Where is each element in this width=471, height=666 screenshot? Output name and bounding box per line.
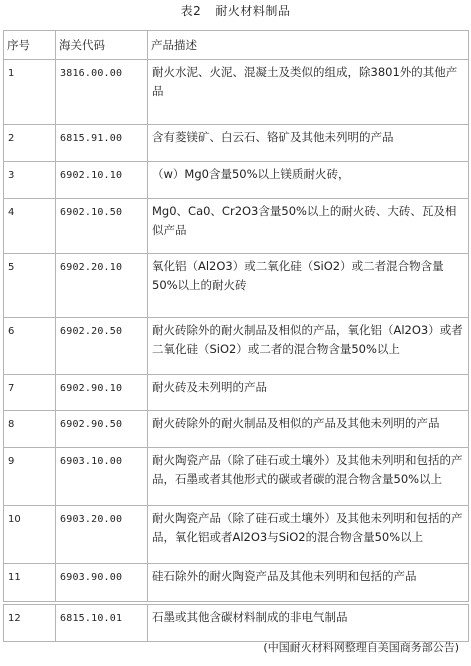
table-row bbox=[4, 375, 469, 411]
row-number: 9 bbox=[4, 448, 56, 506]
row-number: 1 bbox=[4, 60, 56, 125]
row-number: 11 bbox=[4, 564, 56, 602]
product-description: 硅石除外的耐火陶瓷产品及其他未列明和包括的产品 bbox=[148, 564, 469, 602]
header-product-description: 产品描述 bbox=[148, 31, 469, 60]
product-description: 氧化铝（Al2O3）或二氧化硅（SiO2）或二者混合物含量50%以上的耐火砖 bbox=[148, 254, 469, 318]
customs-code: 6902.20.50 bbox=[56, 318, 148, 375]
product-description: 耐火砖及未列明的产品 bbox=[148, 375, 469, 411]
product-description: Mg0、Ca0、Cr2O3含量50%以上的耐火砖、大砖、瓦及相似产品 bbox=[148, 199, 469, 254]
table-row bbox=[4, 199, 469, 254]
table-title bbox=[0, 2, 471, 20]
source-note: (中国耐火材料网整理自美国商务部公告) bbox=[263, 641, 459, 654]
row-number: 4 bbox=[4, 199, 56, 254]
table-row bbox=[4, 254, 469, 318]
product-description: 耐火砖除外的耐火制品及相似的产品及其他未列明的产品 bbox=[148, 411, 469, 448]
product-description: 石墨或其他含碳材料制成的非电气制品 bbox=[148, 605, 469, 642]
customs-code: 6902.10.10 bbox=[56, 162, 148, 199]
product-description: 含有菱镁矿、白云石、铬矿及其他未列明的产品 bbox=[148, 125, 469, 162]
table-caption: 耐火材料制品 bbox=[215, 4, 291, 18]
header-serial-number: 序号 bbox=[4, 31, 56, 60]
row-number: 7 bbox=[4, 375, 56, 411]
row-number: 10 bbox=[4, 506, 56, 564]
product-description: （w）Mg0含量50%以上镁质耐火砖， bbox=[148, 162, 469, 199]
product-description: 耐火砖除外的耐火制品及相似的产品，氧化铝（Al2O3）或者二氧化硅（SiO2）或二者的混合物含量50%以上 bbox=[148, 318, 469, 375]
customs-code: 6902.90.50 bbox=[56, 411, 148, 448]
product-description: 耐火陶瓷产品（除了硅石或土壤外）及其他未列明和包括的产品，石墨或者其他形式的碳或者碳的混合物含量50%以上 bbox=[148, 448, 469, 506]
product-table-container bbox=[3, 30, 468, 642]
table-row bbox=[4, 564, 469, 602]
table-header-row bbox=[4, 31, 469, 60]
customs-code: 6815.10.01 bbox=[56, 605, 148, 642]
table-row bbox=[4, 162, 469, 199]
row-number: 2 bbox=[4, 125, 56, 162]
product-description: 耐火水泥、火泥、混凝土及类似的组成，除3801外的其他产品 bbox=[148, 60, 469, 125]
table-number: 表2 bbox=[180, 4, 202, 18]
customs-code: 6903.90.00 bbox=[56, 564, 148, 602]
customs-code: 6902.90.10 bbox=[56, 375, 148, 411]
row-number: 5 bbox=[4, 254, 56, 318]
table-row bbox=[4, 125, 469, 162]
header-customs-code: 海关代码 bbox=[56, 31, 148, 60]
customs-code: 3816.00.00 bbox=[56, 60, 148, 125]
table-row bbox=[4, 411, 469, 448]
table-row bbox=[4, 605, 469, 642]
table-row bbox=[4, 60, 469, 125]
customs-code: 6903.20.00 bbox=[56, 506, 148, 564]
table-row bbox=[4, 506, 469, 564]
customs-code: 6903.10.00 bbox=[56, 448, 148, 506]
customs-code: 6902.10.50 bbox=[56, 199, 148, 254]
row-number: 8 bbox=[4, 411, 56, 448]
product-table bbox=[3, 30, 469, 642]
table-row bbox=[4, 318, 469, 375]
product-description: 耐火陶瓷产品（除了硅石或土壤外）及其他未列明和包括的产品，氧化铝或者Al2O3与SiO2的混合物含量50%以上 bbox=[148, 506, 469, 564]
customs-code: 6902.20.10 bbox=[56, 254, 148, 318]
table-row bbox=[4, 448, 469, 506]
row-number: 6 bbox=[4, 318, 56, 375]
row-number: 12 bbox=[4, 605, 56, 642]
customs-code: 6815.91.00 bbox=[56, 125, 148, 162]
row-number: 3 bbox=[4, 162, 56, 199]
